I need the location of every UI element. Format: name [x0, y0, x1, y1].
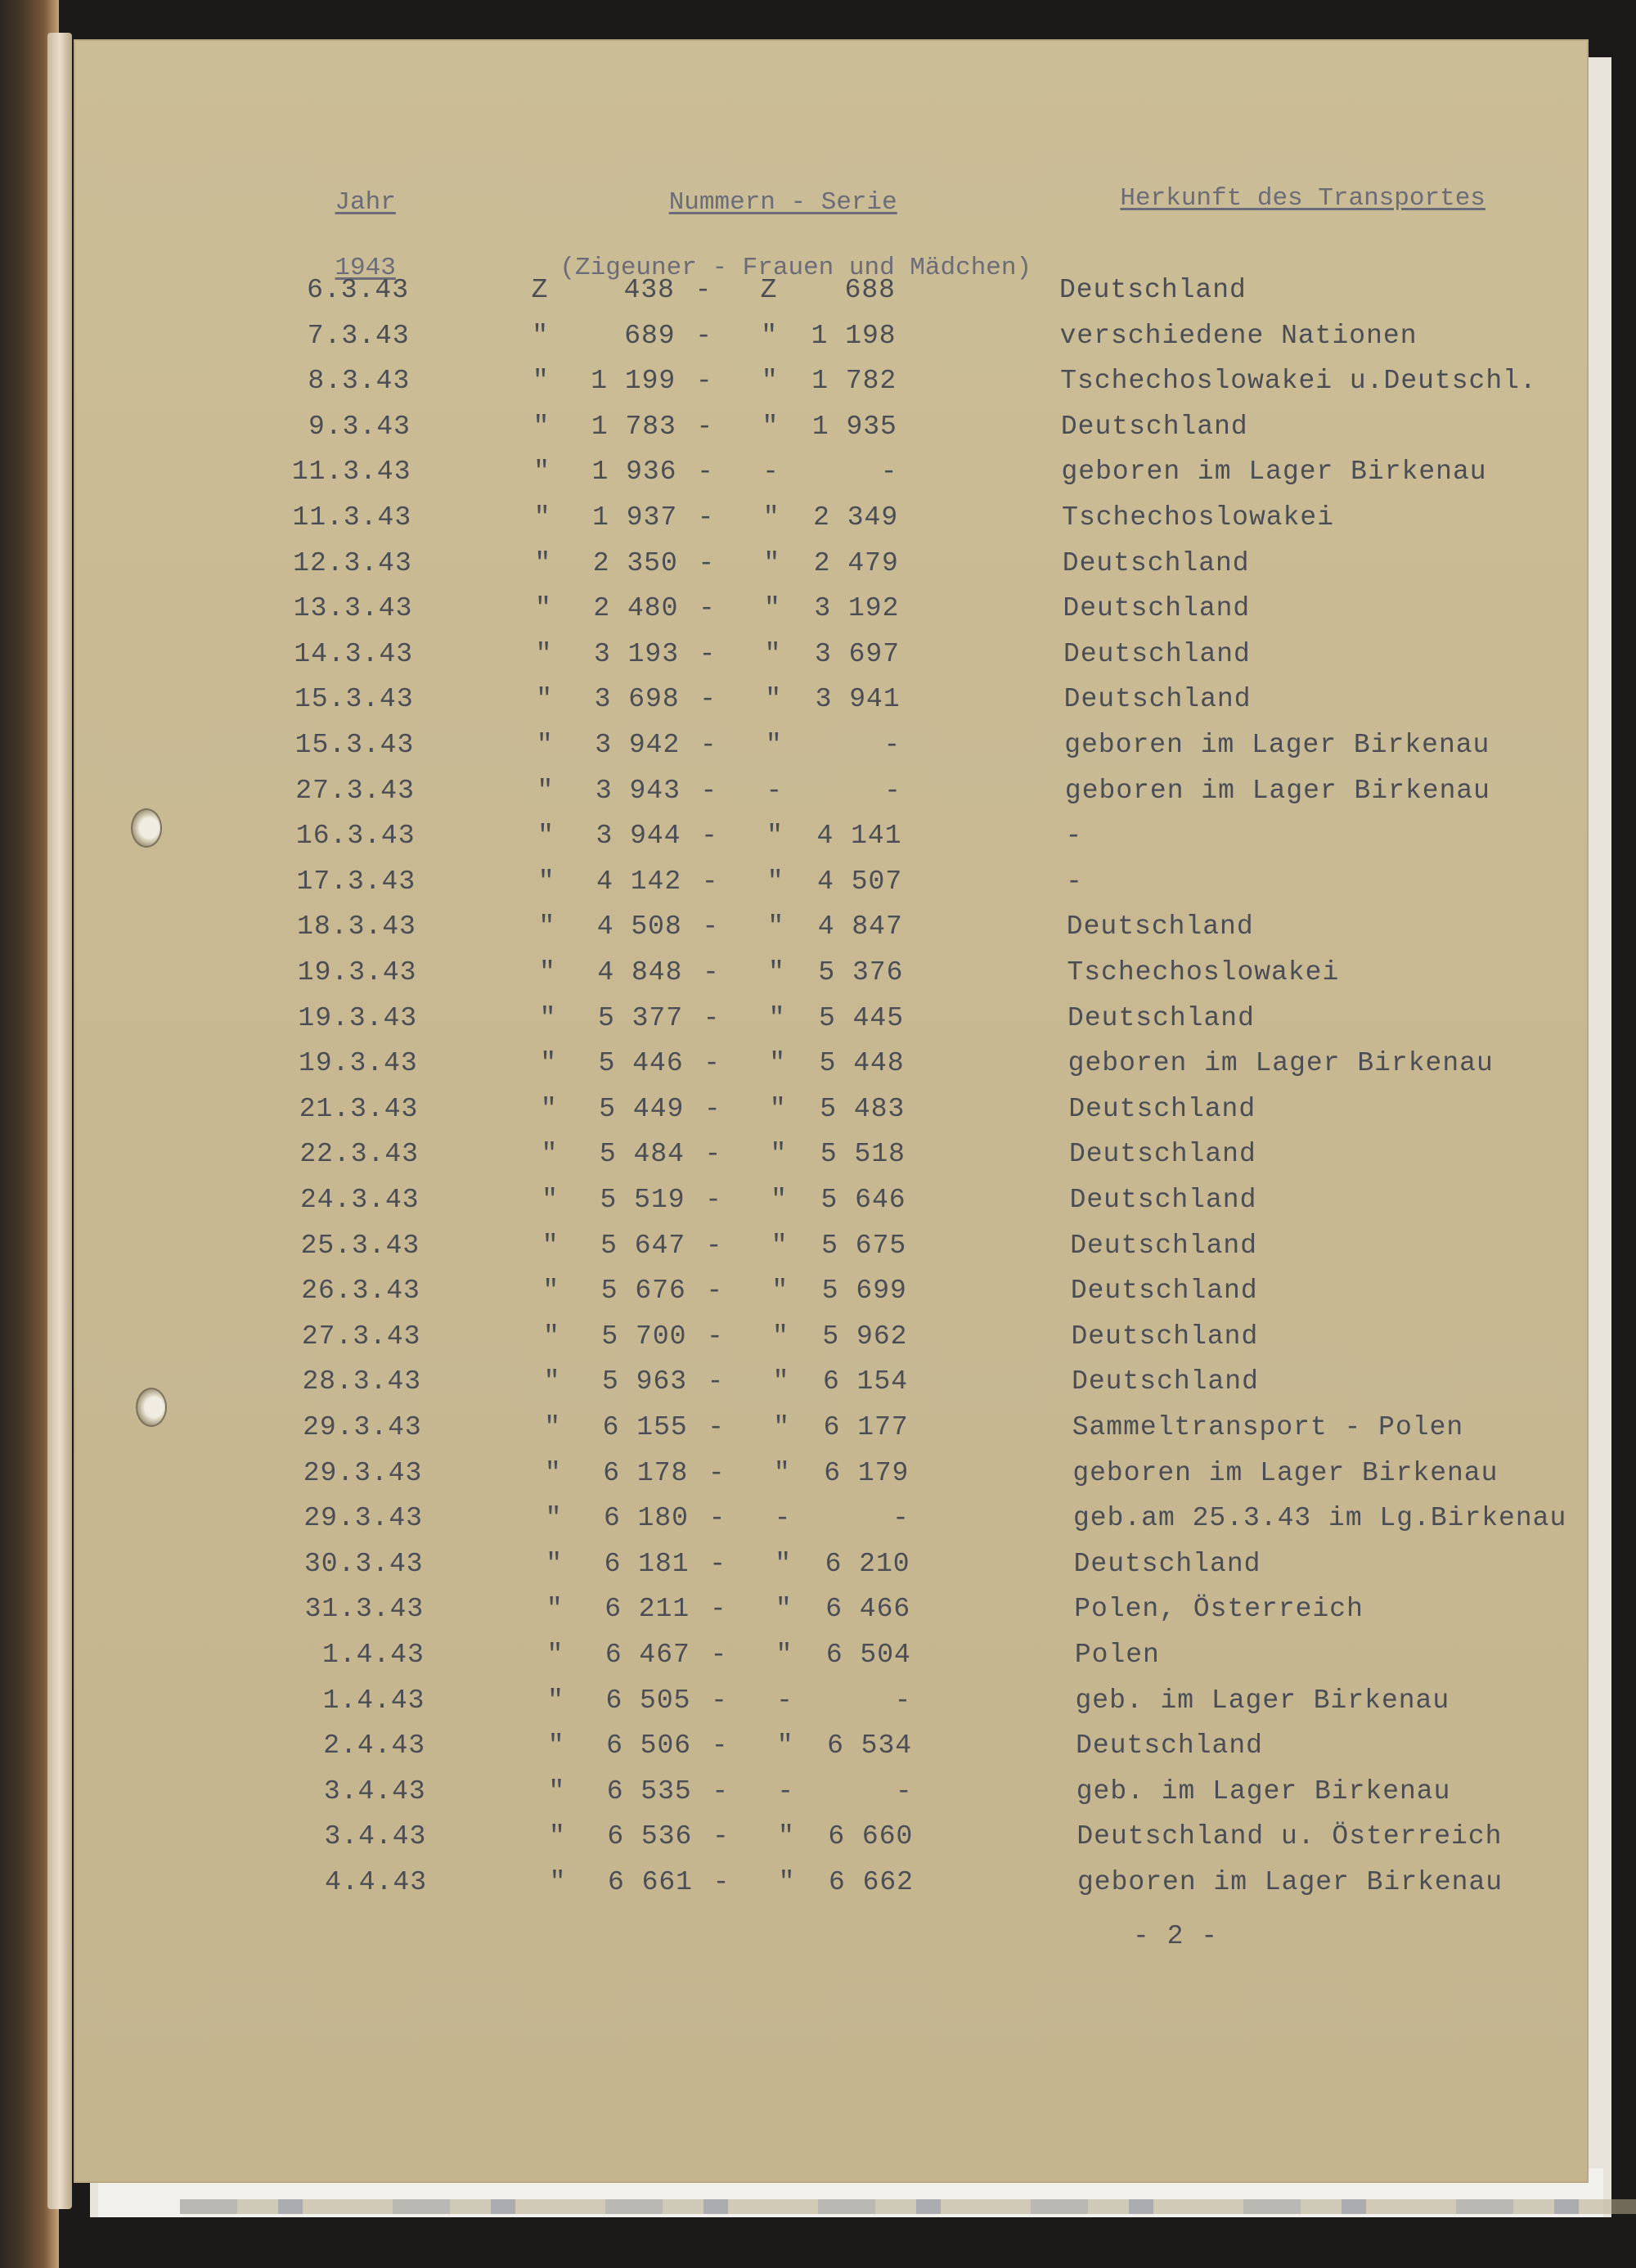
number-prefix: ": [537, 821, 555, 852]
number-prefix: ": [541, 1139, 559, 1170]
number-prefix-to: -: [777, 1775, 795, 1807]
number-to: 6 504: [825, 1640, 911, 1670]
entry-date: 11.3.43: [292, 502, 412, 533]
transport-origin: Tschechoslowakei: [1067, 957, 1340, 988]
range-dash: -: [704, 1139, 722, 1170]
number-to: 6 662: [828, 1867, 914, 1897]
number-from: 5 700: [601, 1321, 687, 1352]
transport-origin: geb. im Lager Birkenau: [1075, 1685, 1450, 1716]
entry-date: 18.3.43: [297, 911, 416, 943]
range-dash: -: [711, 1730, 729, 1762]
transport-origin: geboren im Lager Birkenau: [1077, 1867, 1503, 1897]
number-prefix: ": [546, 1548, 563, 1579]
range-dash: -: [696, 411, 714, 442]
number-to: 3 192: [814, 593, 900, 624]
entry-date: 24.3.43: [299, 1185, 420, 1215]
transport-origin: Polen, Österreich: [1074, 1594, 1364, 1625]
number-prefix: ": [544, 1412, 562, 1442]
transport-origin: Sammeltransport - Polen: [1072, 1412, 1464, 1442]
range-dash: -: [711, 1685, 728, 1716]
number-prefix: ": [542, 1185, 559, 1215]
number-from: 5 377: [598, 1002, 684, 1033]
table-row: [74, 593, 1589, 634]
number-prefix: ": [538, 911, 556, 943]
range-dash: -: [708, 1457, 726, 1488]
entry-date: 15.3.43: [294, 730, 415, 760]
number-prefix-to: ": [776, 1730, 794, 1762]
number-from: 6 181: [604, 1548, 690, 1579]
table-row: [74, 1821, 1589, 1862]
document-page: [74, 39, 1589, 2183]
entry-date: 14.3.43: [294, 638, 414, 669]
table-row: [74, 1139, 1589, 1180]
number-prefix: ": [532, 366, 550, 397]
entry-date: 3.4.43: [323, 1775, 426, 1807]
number-prefix: ": [547, 1685, 564, 1716]
number-prefix-to: ": [772, 1321, 789, 1352]
number-prefix-to: ": [769, 1048, 787, 1079]
number-prefix: ": [545, 1503, 563, 1534]
number-from: 3 944: [596, 821, 681, 852]
table-row: [74, 730, 1589, 771]
transport-origin: Deutschland: [1068, 1093, 1256, 1124]
number-prefix-to: Z: [760, 275, 778, 305]
transport-origin: verschiedene Nationen: [1059, 320, 1418, 351]
number-prefix: ": [542, 1276, 560, 1307]
number-prefix: ": [547, 1730, 565, 1762]
transport-origin: geboren im Lager Birkenau: [1061, 457, 1487, 488]
table-row: [74, 1185, 1589, 1226]
range-dash: -: [712, 1775, 730, 1807]
transport-origin: geboren im Lager Birkenau: [1064, 775, 1490, 806]
number-prefix: Z: [531, 275, 549, 305]
number-to: 6 534: [827, 1730, 913, 1762]
number-prefix-to: ": [765, 684, 783, 715]
number-to: 6 210: [825, 1548, 910, 1579]
number-prefix-to: ": [761, 366, 779, 397]
range-dash: -: [701, 821, 718, 852]
number-from: 6 505: [605, 1685, 691, 1716]
number-prefix-to: ": [768, 957, 785, 988]
transport-origin: Deutschland: [1070, 1276, 1258, 1307]
header-series-label: Nummern - Serie: [668, 188, 897, 217]
number-to: 3 941: [815, 684, 901, 715]
number-to: 688: [844, 275, 896, 305]
number-to: 5 376: [818, 957, 904, 988]
number-from: 5 449: [599, 1093, 685, 1124]
range-dash: -: [703, 1002, 721, 1033]
number-from: 1 783: [591, 411, 676, 442]
number-prefix: ": [533, 411, 551, 442]
number-to: 5 962: [822, 1321, 908, 1352]
number-prefix-to: -: [762, 457, 780, 488]
number-prefix-to: ": [765, 730, 783, 760]
entry-date: 2.4.43: [323, 1730, 426, 1762]
entry-date: 30.3.43: [303, 1548, 424, 1579]
number-prefix: ": [534, 547, 552, 578]
table-row: [74, 502, 1589, 543]
number-prefix-to: ": [771, 1185, 788, 1215]
number-from: 6 536: [607, 1821, 693, 1852]
number-from: 4 142: [596, 866, 682, 897]
table-row: [74, 1003, 1589, 1044]
entry-date: 29.3.43: [303, 1412, 422, 1442]
header-year-label: Jahr: [335, 188, 396, 217]
range-dash: -: [708, 1503, 726, 1534]
number-prefix-to: ": [773, 1457, 791, 1488]
number-prefix-to: ": [767, 911, 785, 943]
number-prefix: ": [549, 1867, 567, 1897]
entry-date: 29.3.43: [303, 1503, 423, 1534]
number-from: 3 193: [593, 638, 680, 669]
table-row: [74, 1730, 1589, 1771]
range-dash: -: [698, 547, 716, 578]
number-prefix-to: -: [774, 1503, 792, 1534]
number-prefix-to: ": [768, 1002, 786, 1033]
range-dash: -: [705, 1230, 723, 1261]
range-dash: -: [703, 1048, 721, 1079]
transport-origin: Deutschland: [1076, 1730, 1263, 1762]
table-row: [74, 1094, 1589, 1135]
entry-date: 26.3.43: [301, 1276, 420, 1307]
transport-origin: Deutschland: [1062, 547, 1250, 578]
number-to: 4 141: [816, 821, 902, 852]
number-to: -: [894, 1685, 912, 1716]
number-to: -: [892, 1503, 910, 1534]
page-bottom-strip: [180, 2199, 1636, 2214]
number-from: 3 698: [594, 684, 680, 715]
number-to: 5 483: [820, 1093, 906, 1124]
range-dash: -: [700, 775, 718, 806]
entry-date: 7.3.43: [307, 320, 410, 351]
entry-date: 19.3.43: [298, 1002, 418, 1033]
number-from: 6 155: [602, 1412, 688, 1442]
table-row: [74, 1867, 1589, 1908]
entry-date: 27.3.43: [301, 1321, 421, 1352]
transport-origin: geboren im Lager Birkenau: [1072, 1457, 1499, 1488]
header-series-subtitle: (Zigeuner - Frauen und Mädchen): [560, 254, 1032, 282]
number-prefix: ": [542, 1230, 560, 1261]
number-to: 2 349: [813, 502, 899, 533]
number-from: 438: [623, 275, 675, 305]
range-dash: -: [710, 1640, 728, 1670]
number-prefix: ": [546, 1594, 564, 1625]
number-prefix-to: ": [766, 821, 784, 852]
range-dash: -: [712, 1821, 730, 1852]
transport-origin: Deutschland: [1069, 1185, 1257, 1215]
transport-origin: Deutschland: [1063, 593, 1251, 624]
number-from: 3 943: [595, 775, 681, 806]
number-prefix: ": [540, 1093, 558, 1124]
transport-origin: Tschechoslowakei: [1062, 502, 1334, 533]
table-row: [74, 639, 1589, 680]
transport-origin: Deutschland: [1070, 1230, 1258, 1261]
number-to: -: [884, 775, 901, 806]
number-prefix: ": [536, 730, 554, 760]
number-to: 5 699: [821, 1276, 907, 1307]
range-dash: -: [705, 1185, 722, 1215]
entry-date: 3.4.43: [324, 1821, 427, 1852]
entry-date: 27.3.43: [295, 775, 415, 806]
transport-origin: Deutschland: [1063, 638, 1251, 669]
entry-date: 15.3.43: [294, 684, 414, 715]
number-prefix-to: ": [766, 866, 784, 897]
table-row: [74, 1231, 1589, 1271]
number-from: 6 180: [603, 1503, 689, 1534]
number-from: 4 508: [596, 911, 682, 943]
number-prefix: ": [548, 1821, 566, 1852]
transport-origin: -: [1065, 821, 1083, 852]
number-prefix-to: ": [771, 1230, 789, 1261]
range-dash: -: [699, 730, 717, 760]
entry-date: 19.3.43: [299, 1048, 418, 1079]
table-row: [74, 1276, 1589, 1316]
number-from: 5 484: [599, 1139, 685, 1170]
table-row: [74, 1412, 1589, 1453]
number-prefix-to: ": [764, 638, 782, 669]
range-dash: -: [697, 457, 714, 488]
range-dash: -: [709, 1594, 727, 1625]
transport-origin: Polen: [1074, 1640, 1160, 1670]
number-prefix-to: ": [771, 1276, 789, 1307]
number-prefix-to: ": [761, 320, 779, 351]
number-prefix: ": [532, 320, 550, 351]
range-dash: -: [712, 1867, 730, 1897]
header-year-value: 1943: [335, 254, 396, 282]
number-from: 689: [624, 320, 676, 351]
entry-date: 8.3.43: [308, 366, 411, 397]
number-to: 1 935: [811, 411, 897, 442]
range-dash: -: [694, 275, 712, 305]
number-to: 1 782: [811, 366, 897, 397]
number-to: 5 675: [821, 1230, 907, 1261]
table-row: [74, 1549, 1589, 1590]
number-from: 6 535: [606, 1775, 692, 1807]
entry-date: 4.4.43: [325, 1867, 427, 1897]
number-from: 2 480: [593, 593, 679, 624]
number-from: 6 211: [605, 1594, 690, 1625]
table-row: [74, 366, 1589, 407]
range-dash: -: [699, 684, 717, 715]
entry-date: 25.3.43: [300, 1230, 420, 1261]
table-row: [74, 1594, 1589, 1635]
number-to: 5 448: [819, 1048, 905, 1079]
table-row: [74, 457, 1589, 497]
transport-origin: geb.am 25.3.43 im Lg.Birkenau: [1072, 1503, 1567, 1534]
entry-date: 16.3.43: [295, 821, 416, 852]
number-from: 5 963: [602, 1366, 688, 1397]
number-from: 4 848: [597, 957, 683, 988]
table-row: [74, 821, 1589, 862]
transport-origin: Deutschland: [1067, 1002, 1255, 1033]
number-prefix-to: ": [775, 1640, 793, 1670]
table-row: [74, 1685, 1589, 1726]
number-prefix-to: ": [769, 1093, 787, 1124]
entry-date: 31.3.43: [304, 1594, 425, 1625]
number-prefix-to: ": [763, 547, 781, 578]
number-prefix: ": [544, 1457, 562, 1488]
entry-date: 6.3.43: [307, 275, 409, 305]
number-to: 1 198: [811, 320, 897, 351]
range-dash: -: [707, 1366, 725, 1397]
header-origin: [1059, 150, 1485, 248]
number-prefix-to: ": [778, 1867, 796, 1897]
entry-date: 22.3.43: [299, 1139, 419, 1170]
range-dash: -: [695, 366, 713, 397]
table-row: [74, 1640, 1589, 1681]
entry-date: 13.3.43: [293, 593, 413, 624]
number-from: 2 350: [592, 547, 678, 578]
number-to: 5 445: [819, 1002, 905, 1033]
number-from: 1 199: [591, 366, 676, 397]
range-dash: -: [703, 957, 720, 988]
binder-edge: [47, 33, 72, 2209]
range-dash: -: [703, 1093, 721, 1124]
number-prefix: ": [536, 684, 554, 715]
number-prefix: ": [534, 593, 552, 624]
number-prefix: ": [535, 638, 553, 669]
number-prefix-to: ": [777, 1821, 795, 1852]
table-row: [74, 1366, 1589, 1407]
transport-origin: Deutschland: [1068, 1139, 1256, 1170]
range-dash: -: [695, 320, 713, 351]
number-from: 5 519: [600, 1185, 685, 1215]
number-to: 4 507: [817, 866, 903, 897]
table-row: [74, 776, 1589, 817]
transport-origin: -: [1066, 866, 1083, 897]
number-prefix-to: ": [762, 411, 780, 442]
table-row: [74, 321, 1589, 362]
number-from: 6 178: [603, 1457, 689, 1488]
transport-origin: Deutschland u. Österreich: [1076, 1821, 1503, 1852]
number-to: 4 847: [817, 911, 903, 943]
range-dash: -: [708, 1412, 726, 1442]
table-row: [74, 911, 1589, 952]
table-row: [74, 1321, 1589, 1362]
number-to: 5 518: [820, 1139, 906, 1170]
table-row: [74, 1503, 1589, 1544]
entry-date: 17.3.43: [296, 866, 416, 897]
number-from: 5 647: [600, 1230, 686, 1261]
range-dash: -: [709, 1548, 726, 1579]
number-prefix: ": [539, 1002, 557, 1033]
table-row: [74, 957, 1589, 998]
transport-origin: Deutschland: [1060, 411, 1248, 442]
table-row: [74, 1776, 1589, 1817]
transport-origin: geboren im Lager Birkenau: [1064, 730, 1490, 760]
transport-origin: Deutschland: [1059, 275, 1247, 305]
number-prefix: ": [533, 457, 551, 488]
number-to: 6 154: [823, 1366, 909, 1397]
number-to: -: [883, 730, 901, 760]
number-prefix-to: -: [776, 1685, 793, 1716]
number-prefix-to: ": [772, 1366, 790, 1397]
number-to: -: [880, 457, 898, 488]
transport-origin: Deutschland: [1071, 1321, 1259, 1352]
number-from: 5 446: [598, 1048, 684, 1079]
number-from: 1 937: [592, 502, 678, 533]
number-from: 6 467: [605, 1640, 690, 1670]
entry-date: 1.4.43: [322, 1640, 425, 1670]
number-to: -: [895, 1775, 913, 1807]
number-to: 6 179: [824, 1457, 910, 1488]
table-row: [74, 1048, 1589, 1089]
transport-origin: Deutschland: [1073, 1548, 1261, 1579]
number-prefix: ": [540, 1048, 558, 1079]
number-prefix: ": [533, 502, 551, 533]
number-to: 6 466: [825, 1594, 911, 1625]
table-row: [74, 684, 1589, 725]
transport-origin: Tschechoslowakei u.Deutschl.: [1060, 366, 1537, 397]
number-from: 6 506: [606, 1730, 692, 1762]
number-from: 1 936: [591, 457, 677, 488]
table-row: [74, 866, 1589, 907]
entry-date: 29.3.43: [303, 1457, 423, 1488]
number-from: 6 661: [607, 1867, 693, 1897]
entry-date: 19.3.43: [297, 957, 417, 988]
number-from: 3 942: [595, 730, 681, 760]
number-prefix-to: ": [773, 1412, 791, 1442]
number-prefix: ": [537, 775, 555, 806]
number-prefix: ": [546, 1640, 564, 1670]
number-to: 5 646: [820, 1185, 906, 1215]
number-prefix: ": [543, 1366, 561, 1397]
number-from: 5 676: [600, 1276, 686, 1307]
range-dash: -: [698, 593, 716, 624]
entry-date: 9.3.43: [308, 411, 411, 442]
number-prefix-to: ": [775, 1594, 793, 1625]
entry-date: 11.3.43: [291, 457, 411, 488]
header-origin-label: Herkunft des Transportes: [1120, 184, 1485, 213]
entry-date: 1.4.43: [322, 1685, 425, 1716]
table-row: [74, 548, 1589, 589]
range-dash: -: [707, 1321, 724, 1352]
range-dash: -: [697, 502, 715, 533]
number-prefix-to: ": [775, 1548, 792, 1579]
number-to: 3 697: [814, 638, 901, 669]
table-row: [74, 412, 1589, 452]
range-dash: -: [702, 911, 720, 943]
range-dash: -: [706, 1276, 724, 1307]
number-to: 6 660: [828, 1821, 914, 1852]
entry-date: 12.3.43: [293, 547, 412, 578]
transport-origin: geboren im Lager Birkenau: [1067, 1048, 1494, 1079]
transport-origin: Deutschland: [1063, 684, 1252, 715]
number-to: 2 479: [813, 547, 899, 578]
number-prefix-to: ": [770, 1139, 788, 1170]
transport-origin: geb. im Lager Birkenau: [1076, 1775, 1451, 1807]
range-dash: -: [699, 638, 717, 669]
number-prefix-to: ": [762, 502, 780, 533]
number-prefix: ": [539, 957, 556, 988]
number-to: 6 177: [823, 1412, 909, 1442]
table-row: [74, 275, 1589, 316]
transport-origin: Deutschland: [1072, 1366, 1259, 1397]
transport-origin: Deutschland: [1066, 911, 1254, 943]
table-row: [74, 1458, 1589, 1499]
entry-date: 28.3.43: [302, 1366, 422, 1397]
page-number: - 2 -: [1133, 1921, 1219, 1951]
number-prefix: ": [548, 1775, 566, 1807]
number-prefix-to: ": [763, 593, 781, 624]
number-prefix-to: -: [766, 775, 784, 806]
number-prefix: ": [543, 1321, 560, 1352]
number-prefix: ": [537, 866, 555, 897]
range-dash: -: [701, 866, 719, 897]
entry-date: 21.3.43: [299, 1093, 419, 1124]
